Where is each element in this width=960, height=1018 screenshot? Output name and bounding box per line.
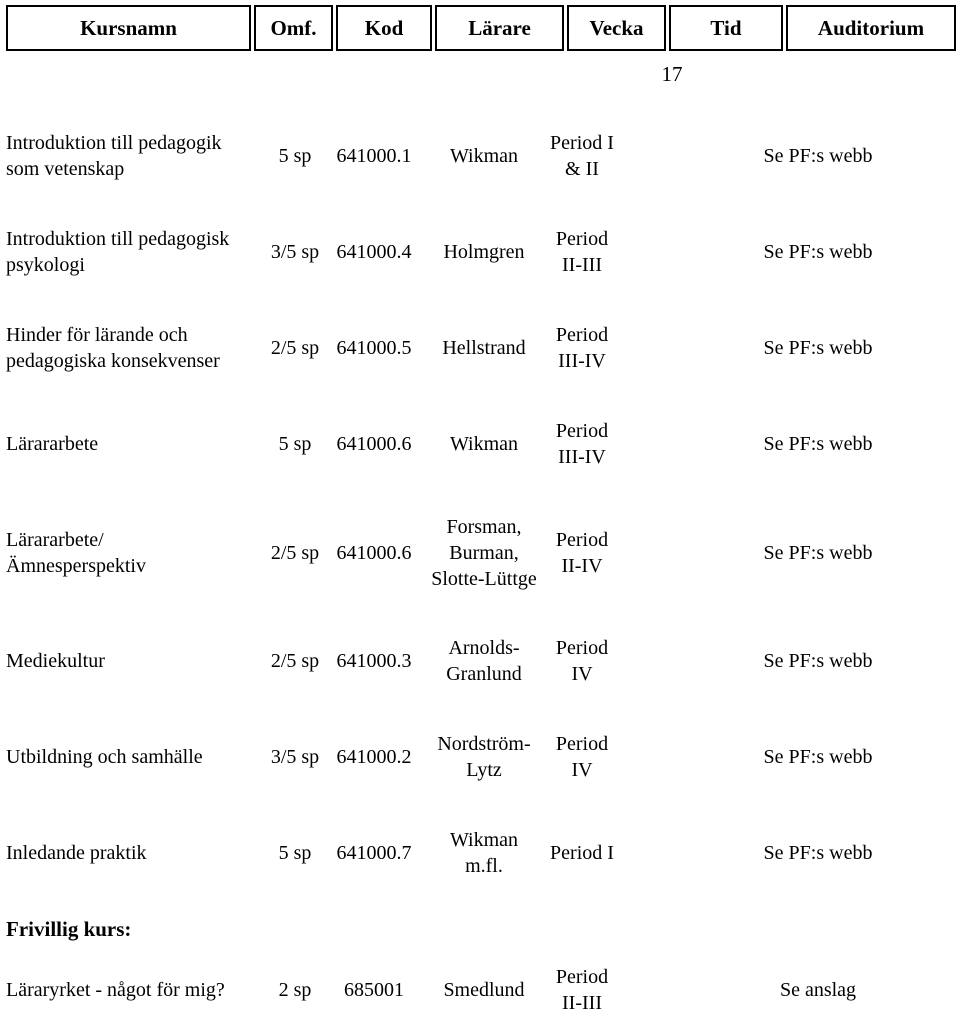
header-kod: Kod bbox=[336, 5, 432, 51]
course-period: Period II-III bbox=[555, 966, 609, 1014]
course-teacher: Smedlund bbox=[443, 979, 525, 1001]
course-auditorium: Se PF:s webb bbox=[763, 542, 873, 564]
course-period: Period II-III bbox=[555, 228, 609, 276]
course-name: Utbildning och samhälle bbox=[6, 746, 203, 768]
course-teacher: Nordström- Lytz bbox=[437, 733, 531, 781]
course-auditorium: Se PF:s webb bbox=[763, 337, 873, 359]
table-row bbox=[0, 822, 960, 884]
table-row bbox=[0, 224, 960, 280]
table-row bbox=[0, 320, 960, 376]
course-name: Mediekultur bbox=[6, 650, 105, 672]
course-auditorium: Se PF:s webb bbox=[763, 433, 873, 455]
table-row bbox=[0, 510, 960, 596]
course-code: 641000.5 bbox=[336, 337, 412, 359]
table-row bbox=[0, 630, 960, 692]
table-row bbox=[0, 416, 960, 472]
course-name: Hinder för lärande och pedagogiska konsekvenser bbox=[6, 324, 220, 372]
course-period: Period I bbox=[550, 842, 614, 864]
course-code: 641000.6 bbox=[336, 433, 412, 455]
course-teacher: Wikman bbox=[449, 145, 519, 167]
course-teacher: Hellstrand bbox=[442, 337, 526, 359]
course-name: Lärararbete bbox=[6, 433, 99, 455]
course-code: 641000.3 bbox=[336, 650, 412, 672]
course-omf: 2/5 sp bbox=[270, 542, 320, 564]
course-period: Period II-IV bbox=[555, 529, 609, 577]
course-name: Lärararbete/ Ämnesperspektiv bbox=[6, 529, 146, 577]
course-period: Period I & II bbox=[550, 132, 614, 180]
header-omf: Omf. bbox=[254, 5, 333, 51]
course-auditorium: Se PF:s webb bbox=[763, 241, 873, 263]
course-omf: 5 sp bbox=[278, 433, 312, 455]
header-kursnamn: Kursnamn bbox=[6, 5, 251, 51]
course-teacher: Arnolds- Granlund bbox=[446, 637, 522, 685]
course-code: 641000.4 bbox=[336, 241, 412, 263]
header-larare: Lärare bbox=[435, 5, 564, 51]
course-auditorium: Se PF:s webb bbox=[763, 746, 873, 768]
course-name: Läraryrket - något för mig? bbox=[6, 979, 225, 1001]
course-omf: 2/5 sp bbox=[270, 337, 320, 359]
table-header bbox=[6, 5, 956, 51]
course-period: Period IV bbox=[555, 637, 609, 685]
course-period: Period IV bbox=[555, 733, 609, 781]
course-code: 685001 bbox=[344, 979, 404, 1001]
course-name: Inledande praktik bbox=[6, 842, 147, 864]
course-period: Period III-IV bbox=[555, 324, 609, 372]
week-number: 17 bbox=[661, 62, 683, 86]
course-code: 641000.7 bbox=[336, 842, 412, 864]
course-omf: 3/5 sp bbox=[270, 746, 320, 768]
table-row bbox=[0, 726, 960, 788]
header-auditorium: Auditorium bbox=[786, 5, 956, 51]
course-auditorium: Se PF:s webb bbox=[763, 145, 873, 167]
course-code: 641000.6 bbox=[336, 542, 412, 564]
header-tid: Tid bbox=[669, 5, 783, 51]
course-teacher: Wikman bbox=[449, 433, 519, 455]
optional-course-row bbox=[0, 962, 960, 1018]
course-omf: 3/5 sp bbox=[270, 241, 320, 263]
course-teacher: Holmgren bbox=[443, 241, 525, 263]
course-omf: 2 sp bbox=[278, 979, 312, 1001]
course-code: 641000.1 bbox=[336, 145, 412, 167]
course-name: Introduktion till pedagogik som vetenskap bbox=[6, 132, 222, 180]
course-code: 641000.2 bbox=[336, 746, 412, 768]
table-row bbox=[0, 128, 960, 184]
optional-section-title: Frivillig kurs: bbox=[6, 917, 132, 941]
course-omf: 5 sp bbox=[278, 842, 312, 864]
course-period: Period III-IV bbox=[555, 420, 609, 468]
course-teacher: Wikman m.fl. bbox=[449, 829, 519, 877]
course-teacher: Forsman, Burman, Slotte-Lüttge bbox=[431, 516, 537, 590]
course-auditorium: Se PF:s webb bbox=[763, 650, 873, 672]
header-vecka: Vecka bbox=[567, 5, 666, 51]
course-auditorium: Se PF:s webb bbox=[763, 842, 873, 864]
course-omf: 5 sp bbox=[278, 145, 312, 167]
course-name: Introduktion till pedagogisk psykologi bbox=[6, 228, 230, 276]
course-omf: 2/5 sp bbox=[270, 650, 320, 672]
course-auditorium: Se anslag bbox=[779, 979, 857, 1001]
